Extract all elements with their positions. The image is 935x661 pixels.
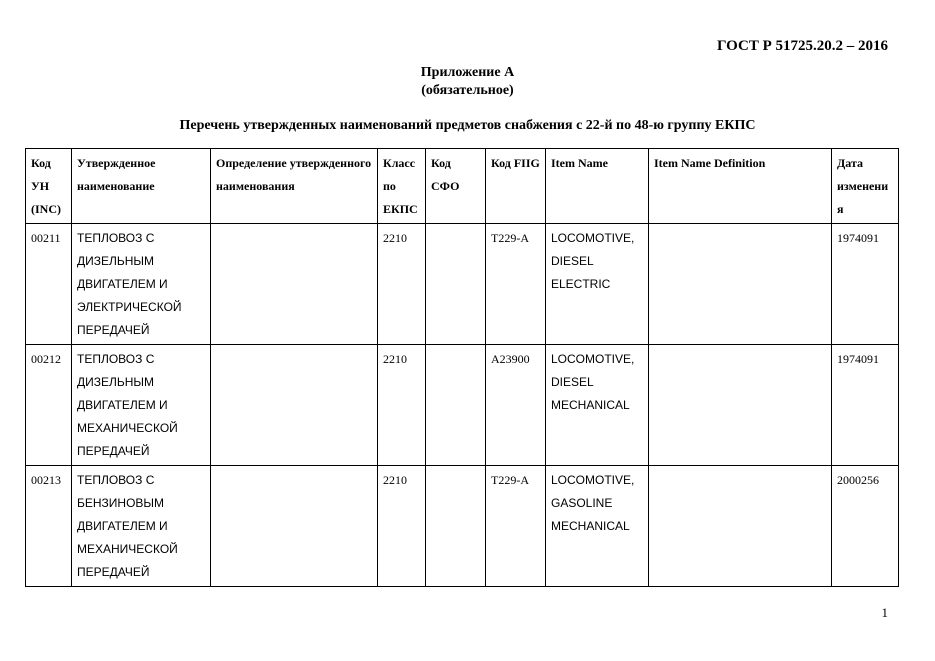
header-fiig: Код FIIG [486, 149, 546, 224]
cell-class: 2210 [378, 345, 426, 466]
cell-fiig: A23900 [486, 345, 546, 466]
names-table [25, 148, 899, 587]
cell-item-name: LOCOMOTIVE, GASOLINE MECHANICAL [546, 466, 649, 587]
cell-definition [211, 224, 378, 345]
cell-item-definition [649, 224, 832, 345]
header-item-definition: Item Name Definition [649, 149, 832, 224]
header-definition: Определение утвержденного наименования [211, 149, 378, 224]
cell-approved-name: ТЕПЛОВОЗ С ДИЗЕЛЬНЫМ ДВИГАТЕЛЕМ И ЭЛЕКТРИЧЕСКОЙ ПЕРЕДАЧЕЙ [72, 224, 211, 345]
appendix-label: Приложение А [420, 65, 515, 80]
cell-inc: 00213 [26, 466, 72, 587]
cell-item-name: LOCOMOTIVE, DIESEL MECHANICAL [546, 345, 649, 466]
cell-definition [211, 345, 378, 466]
page-number: 1 [881, 605, 888, 620]
cell-fiig: T229-A [486, 466, 546, 587]
cell-item-definition [649, 466, 832, 587]
document-title: Перечень утвержденных наименований предметов снабжения с 22-й по 48-ю группу ЕКПС [179, 118, 756, 133]
cell-sfo [426, 224, 486, 345]
table-header-row [26, 149, 899, 224]
table-row [26, 466, 899, 587]
header-inc: Код УН (INC) [26, 149, 72, 224]
header-sfo: Код СФО [426, 149, 486, 224]
table-row [26, 224, 899, 345]
cell-class: 2210 [378, 224, 426, 345]
cell-item-definition [649, 345, 832, 466]
header-item-name: Item Name [546, 149, 649, 224]
table-row [26, 345, 899, 466]
header-date: Дата изменения [832, 149, 899, 224]
cell-inc: 00211 [26, 224, 72, 345]
appendix-status: (обязательное) [421, 83, 514, 98]
cell-item-name: LOCOMOTIVE, DIESEL ELECTRIC [546, 224, 649, 345]
cell-inc: 00212 [26, 345, 72, 466]
appendix-heading [0, 64, 935, 100]
standard-number: ГОСТ Р 51725.20.2 – 2016 [716, 38, 888, 54]
cell-sfo [426, 466, 486, 587]
cell-date: 2000256 [832, 466, 899, 587]
cell-approved-name: ТЕПЛОВОЗ С ДИЗЕЛЬНЫМ ДВИГАТЕЛЕМ И МЕХАНИЧЕСКОЙ ПЕРЕДАЧЕЙ [72, 345, 211, 466]
cell-class: 2210 [378, 466, 426, 587]
header-class: Класс по ЕКПС [378, 149, 426, 224]
header-approved-name: Утвержденное наименование [72, 149, 211, 224]
cell-sfo [426, 345, 486, 466]
cell-definition [211, 466, 378, 587]
cell-fiig: T229-A [486, 224, 546, 345]
cell-date: 1974091 [832, 345, 899, 466]
cell-date: 1974091 [832, 224, 899, 345]
cell-approved-name: ТЕПЛОВОЗ С БЕНЗИНОВЫМ ДВИГАТЕЛЕМ И МЕХАНИЧЕСКОЙ ПЕРЕДАЧЕЙ [72, 466, 211, 587]
